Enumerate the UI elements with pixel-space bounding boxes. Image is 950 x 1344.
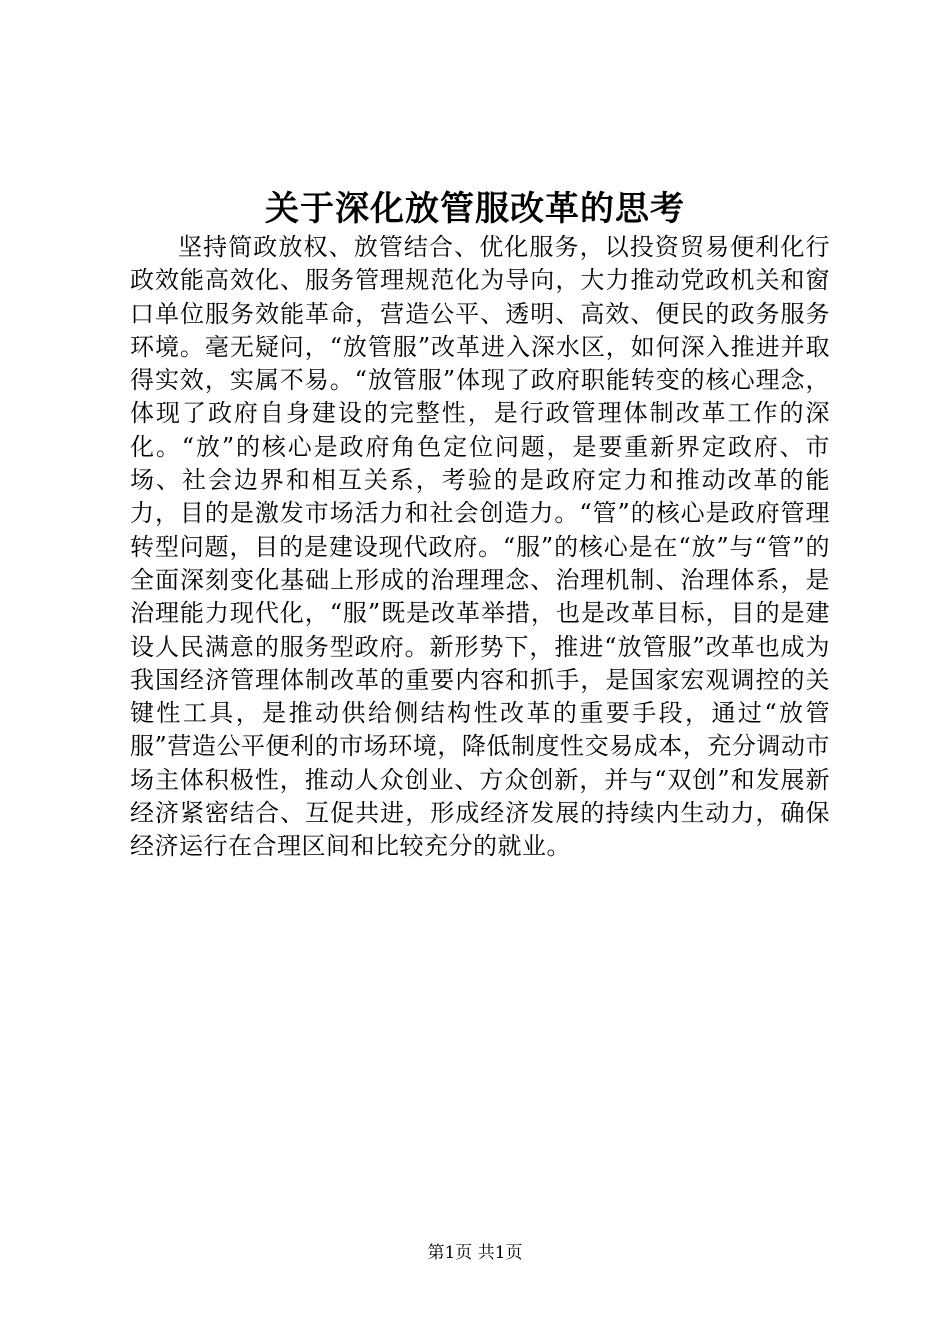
body-paragraph: 坚持简政放权、放管结合、优化服务，以投资贸易便利化行政效能高效化、服务管理规范化为导向，大力推动党政机关和窗口单位服务效能革命，营造公平、透明、高效、便民的政务服务环境。毫无疑问，“放管服”改革进入深水区，如何深入推进并取得实效，实属不易。“放管服”体现了政府职能转变的核心理念，体现了政府自身建设的完整性，是行政管理体制改革工作的深化。“放”的核心是政府角色定位问题，是要重新界定政府、市场、社会边界和相互关系，考验的是政府定力和推动改革的能力，目的是激发市场活力和社会创造力。“管”的核心是政府管理转型问题，目的是建设现代政府。“服”的核心是在“放”与“管”的全面深刻变化基础上形成的治理理念、治理机制、治理体系，是治理能力现代化，“服”既是改革举措，也是改革目标，目的是建设人民满意的服务型政府。新形势下，推进“放管服”改革也成为我国经济管理体制改革的重要内容和抓手，是国家宏观调控的关键性工具，是推动供给侧结构性改革的重要手段，通过“放管服”营造公平便利的市场环境，降低制度性交易成本，充分调动市场主体积极性，推动人众创业、方众创新，并与“双创”和发展新经济紧密结合、互促共进，形成经济发展的持续内生动力，确保经济运行在合理区间和比较充分的就业。 [130, 233, 830, 861]
page-footer: 第1页 共1页 [427, 1243, 523, 1263]
document-title: 关于深化放管服改革的思考 [265, 189, 685, 229]
